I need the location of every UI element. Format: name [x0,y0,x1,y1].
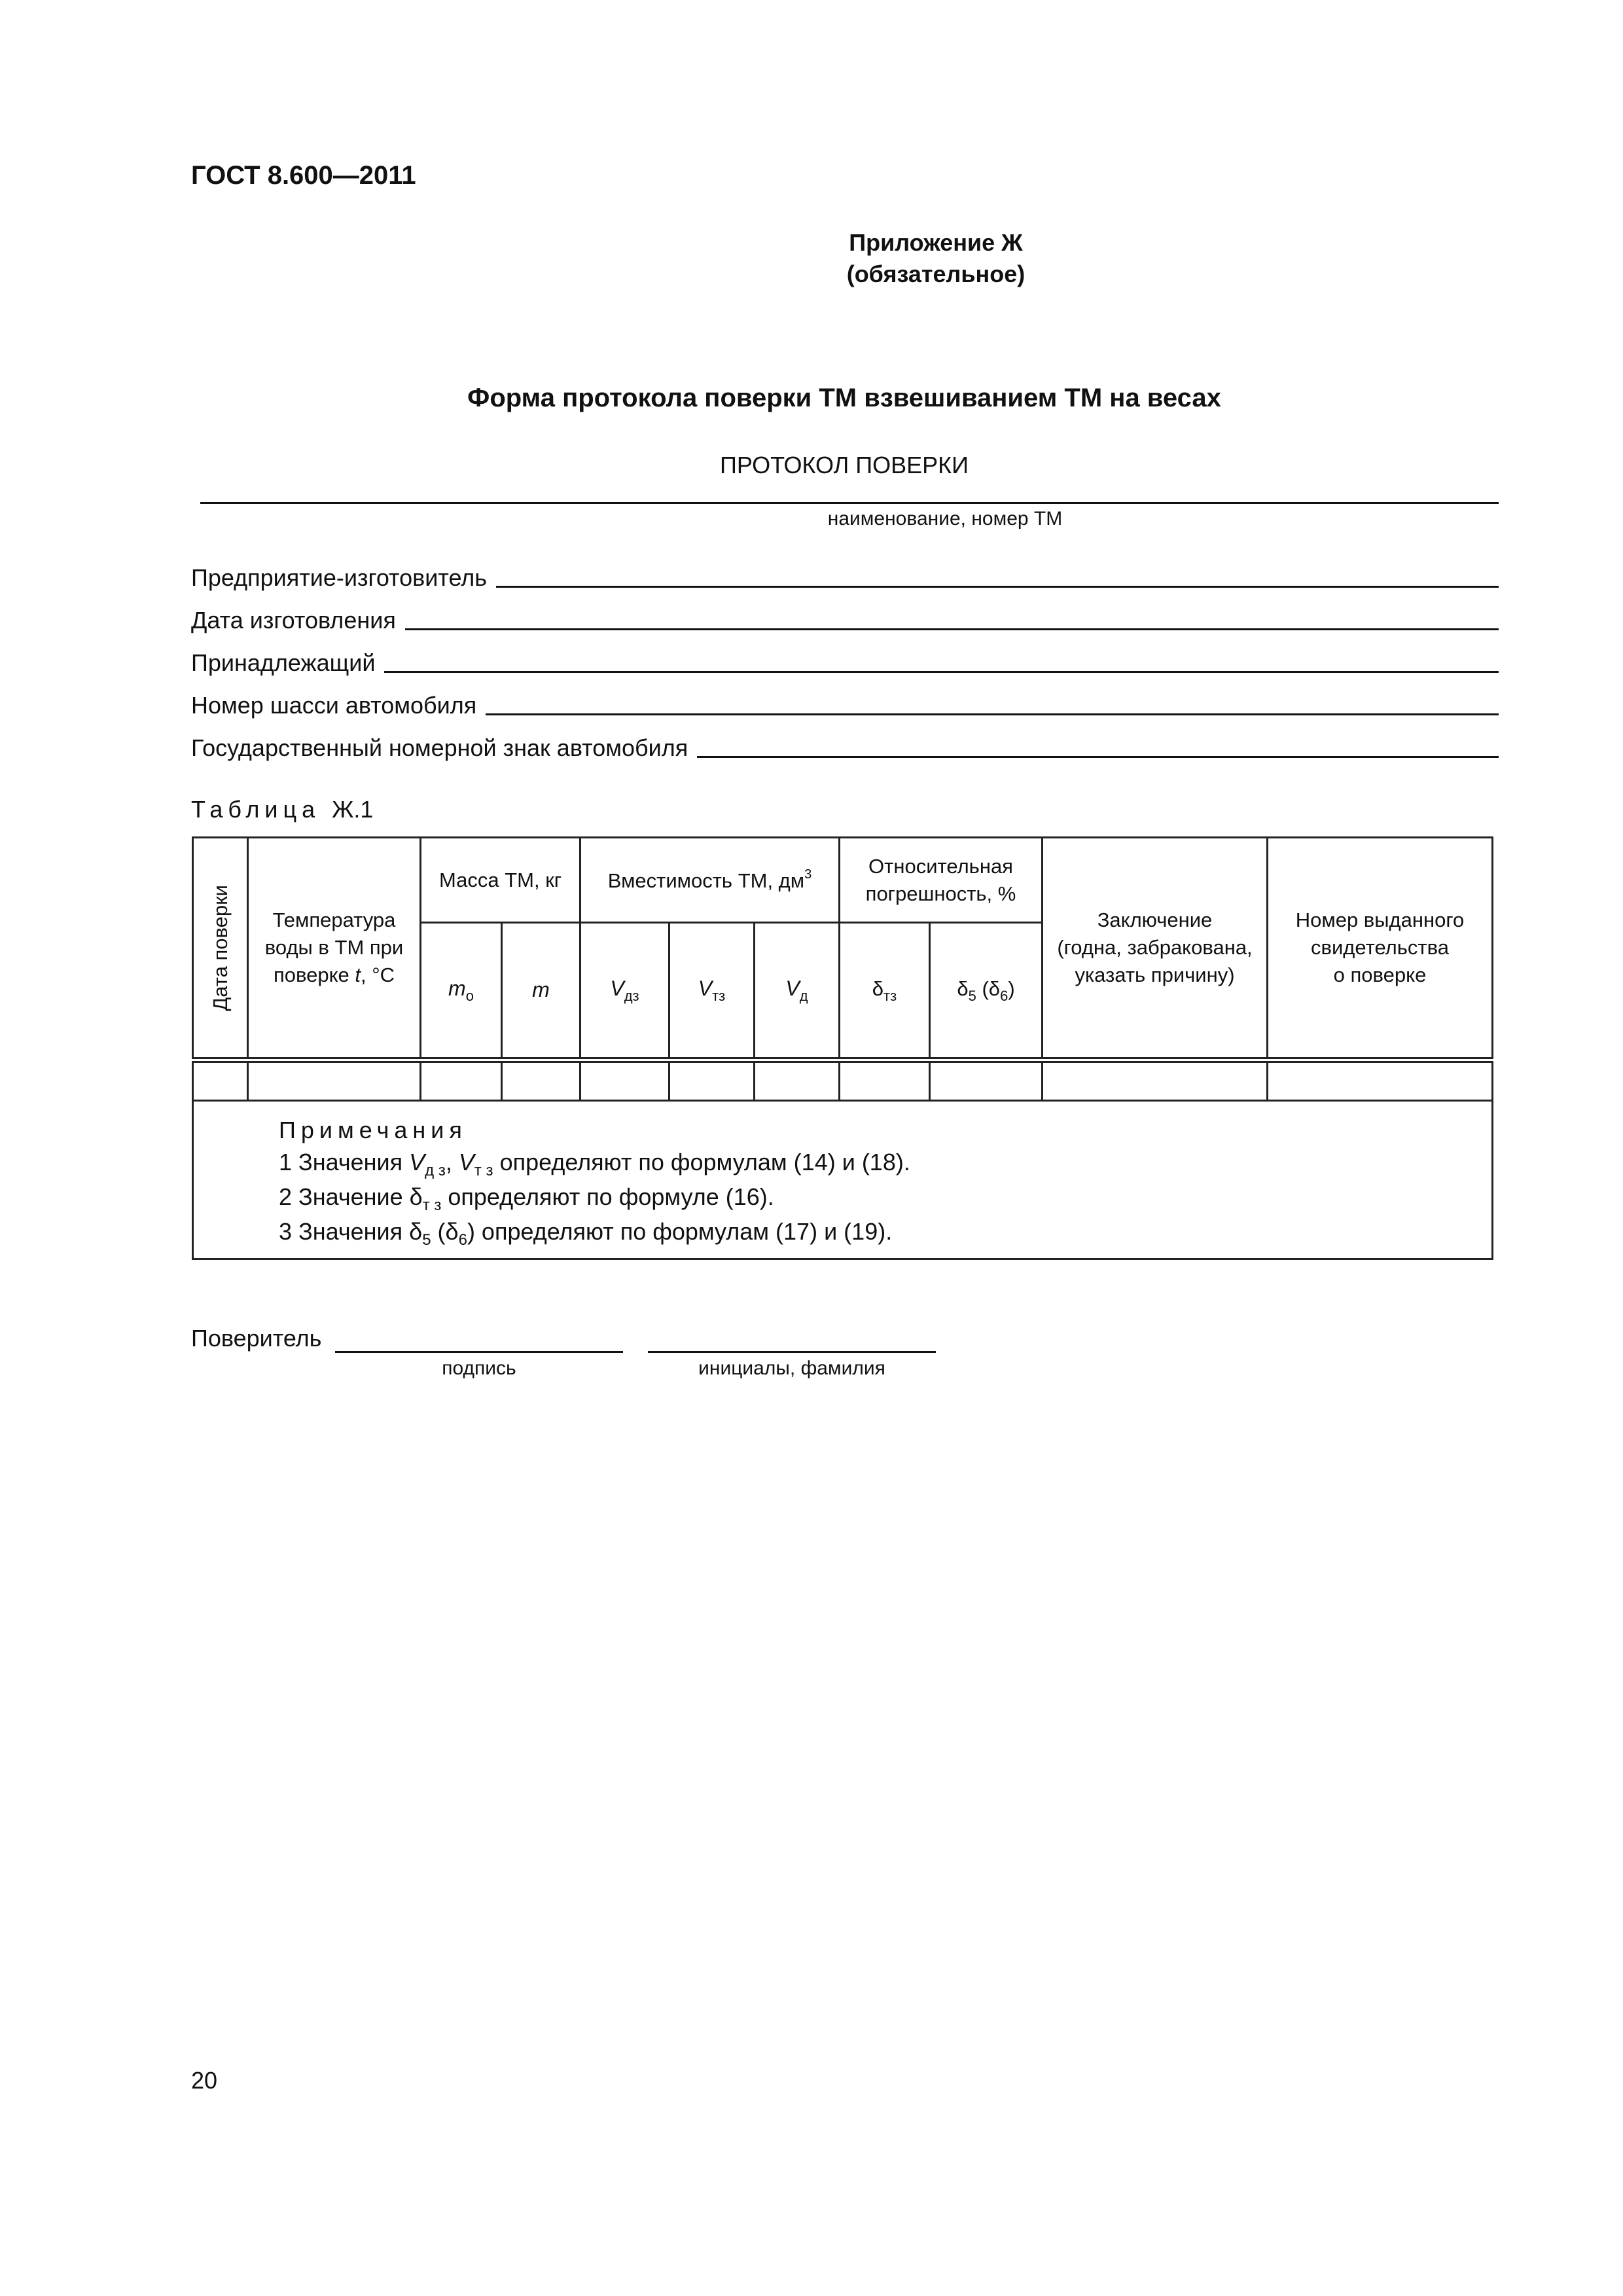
standard-number: ГОСТ 8.600—2011 [191,161,416,190]
note-text: определяют по формулам (14) и (18). [493,1148,910,1175]
note-sub: т з [474,1161,493,1179]
field-line[interactable] [384,671,1499,673]
field-manufacturer[interactable] [191,562,1499,592]
name-caption-signature: инициалы, фамилия [698,1357,885,1379]
name-signature-line[interactable] [648,1351,936,1353]
table-cell[interactable] [840,1060,930,1101]
note-sub: 5 [422,1231,431,1249]
note-3 [279,1216,1491,1251]
header-cert-line: Номер выданного [1295,908,1465,932]
table-caption [191,796,373,823]
header-concl-line: Заключение [1097,908,1213,932]
header-cert-line: свидетельства [1311,936,1449,960]
signature-block [191,1325,321,1352]
header-temperature [248,838,421,1060]
name-line[interactable] [200,502,1499,504]
field-owner[interactable] [191,647,1499,677]
sym-vt3: V [698,977,713,1001]
temp-unit: , °С [361,963,395,986]
table-cell[interactable] [502,1060,580,1101]
header-mass: Масса ТМ, кг [421,838,580,923]
field-chassis-number[interactable] [191,689,1499,719]
field-manufacture-date[interactable] [191,604,1499,634]
protocol-title: ПРОТОКОЛ ПОВЕРКИ [719,452,969,478]
sub-dt3: тз [883,987,897,1004]
header-date-label: Дата поверки [208,884,232,1011]
subheader-m0 [421,923,502,1060]
header-relative-error [840,838,1043,923]
table-cell[interactable] [1043,1060,1268,1101]
field-line[interactable] [486,713,1499,715]
table-row [193,1060,1493,1101]
header-temp-line: Температура [272,908,396,932]
note-text: (δ [431,1218,459,1246]
sym-d6-open: (δ [976,977,1001,1000]
note-symbol: V [458,1148,474,1175]
temp-symbol: t [355,963,361,986]
sym-m0: m [448,977,466,1001]
note-text: ) определяют по формулам (17) и (19). [467,1218,893,1246]
header-concl-line: (годна, забракована, [1057,936,1253,960]
header-temp-text: поверке [273,963,349,986]
header-conclusion [1043,838,1268,1060]
field-label: Принадлежащий [191,649,376,676]
signature-caption: подпись [442,1357,516,1379]
table-cell[interactable] [1268,1060,1493,1101]
sub-d5: 5 [968,987,976,1004]
sym-vd: V [785,977,800,1001]
note-text: определяют по формуле (16). [441,1183,774,1210]
sym-d5: δ [957,977,969,1000]
sym-d6-close: ) [1008,977,1015,1000]
header-date [193,838,248,1060]
header-capacity-text: Вместимость ТМ, дм [607,869,805,892]
sub-vd3: дз [624,988,639,1005]
table-cell[interactable] [193,1060,248,1101]
name-caption: наименование, номер ТМ [827,508,1063,529]
table-notes [193,1101,1493,1259]
note-sub: 6 [458,1231,467,1249]
field-line[interactable] [697,756,1499,758]
form-title: Форма протокола поверки ТМ взвешиванием ТМ на весах [467,384,1221,412]
capacity-exponent: 3 [804,867,812,882]
sym-vd3: V [610,977,624,1001]
header-relerr-line: погрешность, % [865,882,1016,905]
table-cell[interactable] [930,1060,1043,1101]
subheader-vd [755,923,840,1060]
note-sub: д з [425,1161,446,1179]
subheader-vd3 [580,923,669,1060]
sub-vt3: тз [712,988,726,1005]
field-label: Номер шасси автомобиля [191,692,477,719]
subheader-m [502,923,580,1060]
table-cell[interactable] [755,1060,840,1101]
sub-d6: 6 [1000,987,1008,1004]
appendix-status: (обязательное) [846,260,1026,287]
subheader-vt3 [669,923,755,1060]
table-cell[interactable] [248,1060,421,1101]
subheader-dt3 [840,923,930,1060]
header-cert-line: о поверке [1333,963,1427,986]
note-text: 3 Значения δ [279,1218,423,1246]
page-number: 20 [191,2067,218,2094]
note-text: 1 Значения [279,1148,410,1175]
field-line[interactable] [496,586,1499,588]
signature-line[interactable] [335,1351,623,1353]
sub-m0: о [465,988,474,1005]
note-text: , [445,1148,459,1175]
note-text: 2 Значение δ [279,1183,423,1210]
appendix-title: Приложение Ж [849,229,1023,256]
sub-vd: д [799,988,808,1005]
header-certificate [1268,838,1493,1060]
header-capacity [580,838,840,923]
verification-table [192,836,1493,1260]
table-cell[interactable] [421,1060,502,1101]
table-caption-word: Таблица [191,796,321,823]
signature-label: Поверитель [191,1325,322,1352]
notes-title: Примечания [279,1117,467,1143]
note-1 [279,1147,1491,1181]
header-relerr-line: Относительная [868,854,1013,878]
field-label: Дата изготовления [191,607,396,634]
table-cell[interactable] [580,1060,669,1101]
table-cell[interactable] [669,1060,755,1101]
header-temp-line [249,961,419,989]
field-license-plate[interactable] [191,732,1499,762]
note-sub: т з [422,1196,442,1214]
table-caption-number: Ж.1 [332,796,374,823]
note-2 [279,1181,1491,1216]
field-label: Предприятие-изготовитель [191,564,488,591]
sym-m: m [532,978,550,1002]
header-temp-line: воды в ТМ при [264,936,404,960]
sym-dt3: δ [872,977,884,1000]
header-concl-line: указать причину) [1075,963,1235,986]
field-label: Государственный номерной знак автомобиля [191,734,688,761]
note-symbol: V [409,1148,425,1175]
subheader-d5 [930,923,1043,1060]
field-line[interactable] [405,628,1499,630]
